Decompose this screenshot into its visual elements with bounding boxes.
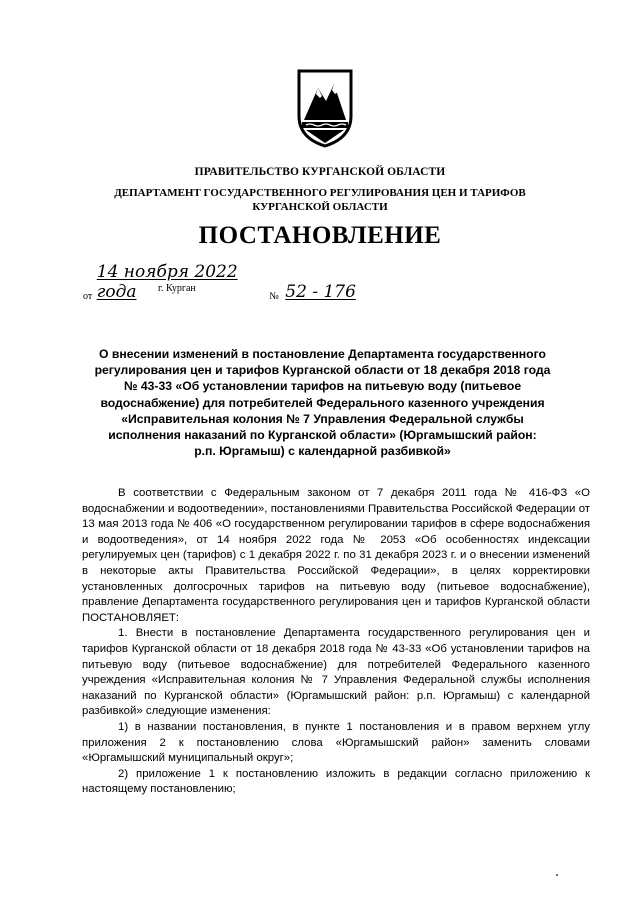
title-line: р.п. Юргамыш) с календарной разбивкой» xyxy=(194,444,451,459)
city-label: г. Курган xyxy=(158,283,196,294)
body-paragraph: 1. Внести в постановление Департамента государственного регулирования цен и тарифов Курганской области от 18 декабря 2018 года № 43-33 «Об установлении тарифов на питьевую воду (питьевое водоснабжение) для потребителей Федерального казенного учреждения «Исправительная колония № 7 Управления Федеральной службы исполнения наказаний по Курганской области» (Юргамышский район: р.п. Юргамыш) с календарной разбивкой» следующие изменения: xyxy=(82,627,590,718)
coat-of-arms-icon xyxy=(296,68,354,148)
number-label: № xyxy=(269,291,279,302)
title-line: исполнения наказаний по Курганской области» (Юргамышский район: xyxy=(108,428,537,443)
title-line: О внесении изменений в постановление Департамента государственного xyxy=(99,347,546,361)
body-paragraph: 2) приложение 1 к постановлению изложить в редакции согласно приложению к настоящему постановлению; xyxy=(82,767,590,796)
document-title xyxy=(70,346,575,459)
title-line: регулирования цен и тарифов Курганской области от 18 декабря 2018 года xyxy=(94,363,551,378)
department-name-line: ДЕПАРТАМЕНТ ГОСУДАРСТВЕННОГО РЕГУЛИРОВАНИЯ ЦЕН И ТАРИФОВ xyxy=(114,187,526,199)
government-name: ПРАВИТЕЛЬСТВО КУРГАНСКОЙ ОБЛАСТИ xyxy=(194,166,446,178)
body-paragraph: В соответствии с Федеральным законом от 7 декабря 2011 года № 416-ФЗ «О водоснабжении и водоотведении», постановлениями Правительства Российской Федерации от 13 мая 2013 года № 406 «О государственном регулировании тарифов в сфере водоснабжения и водоотведения», от 14 ноября 2022 года № 2053 «Об особенностях индексации регулируемых цен (тарифов) с 1 декабря 2022 г. по 31 декабря 2023 г. и о внесении изменений в некоторые акты Правительства Российской Федерации», в целях корректировки установленных долгосрочных тарифов на питьевую воду (питьевое водоснабжение), правление Департамента государственного регулирования цен и тарифов Курганской области ПОСТАНОВЛЯЕТ: xyxy=(82,487,590,624)
title-line: № 43-33 «Об установлении тарифов на питьевую воду (питьевое xyxy=(123,379,522,394)
title-line: «Исправительная колония № 7 Управления Федеральной службы xyxy=(121,411,524,426)
date-label: от xyxy=(83,291,93,302)
scan-speck xyxy=(556,874,558,876)
handwritten-date: 14 ноября 2022 года xyxy=(96,262,238,302)
document-body xyxy=(82,486,590,798)
date-number-line xyxy=(83,262,356,302)
department-name xyxy=(80,186,560,214)
body-paragraph: 1) в названии постановления, в пункте 1 постановления и в правом верхнем углу приложения 2 к постановлению слова «Юргамышский район» заменить словами «Юргамышский муниципальный округ»; xyxy=(82,720,590,765)
document-type-heading: ПОСТАНОВЛЕНИЕ xyxy=(198,222,442,249)
title-line: водоснабжение) для потребителей Федерального казенного учреждения xyxy=(100,395,545,410)
department-name-line: КУРГАНСКОЙ ОБЛАСТИ xyxy=(252,201,388,213)
handwritten-number: 52 - 176 xyxy=(285,282,356,302)
